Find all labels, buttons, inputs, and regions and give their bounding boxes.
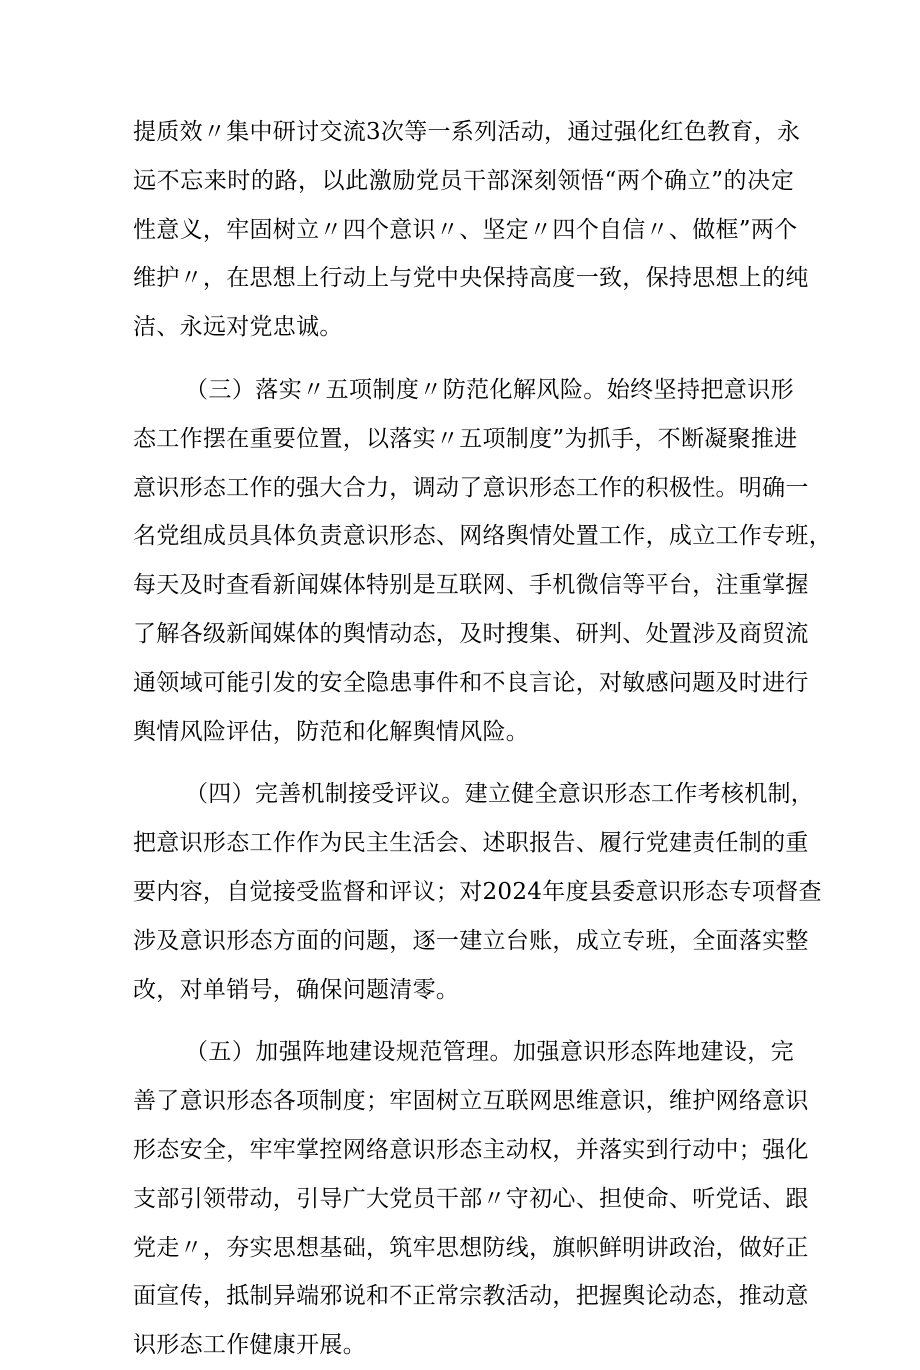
- text-line: 洁、永远对党忠诚。: [133, 314, 343, 341]
- text-line: 维护〃，在思想上行动上与党中央保持高度一致，保持思想上的纯: [133, 265, 809, 292]
- text-line: 把意识形态工作作为民主生活会、述职报告、履行党建责任制的重: [133, 830, 809, 857]
- text-line: 支部引领带动，引导广大党员干部〃守初心、担使命、听党话、跟: [133, 1185, 809, 1212]
- text-line: 了解各级新闻媒体的舆情动态，及时搜集、研判、处置涉及商贸流: [133, 620, 809, 647]
- text-line: 党走〃，夯实思想基础，筑牢思想防线，旗帜鲜明讲政治，做好正: [133, 1234, 809, 1261]
- text-line: 远不忘来时的路，以此激励党员干部深刻领悟“两个确立”的决定: [133, 167, 794, 194]
- text-line: 每天及时查看新闻媒体特别是互联网、手机微信等平台，注重掌握: [133, 572, 809, 599]
- paragraph-continuation: [133, 108, 809, 352]
- document-body: [133, 108, 832, 1370]
- text-line: 舆情风险评估，防范和化解舆情风险。: [133, 718, 530, 745]
- text-line: 识形态工作健康开展。: [133, 1332, 366, 1359]
- paragraph-gap: [133, 756, 794, 770]
- text-line: 态工作摆在重要位置，以落实〃五项制度”为抓手，不断凝聚推进: [133, 425, 798, 452]
- text-line: 改，对单销号，确保问题清零。: [133, 976, 460, 1003]
- text-line: 涉及意识形态方面的问题，逐一建立台账，成立专班，全面落实整: [133, 927, 809, 954]
- text-line: 提质效〃集中研讨交流3次等一系列活动，通过强化红色教育，永: [133, 119, 801, 145]
- text-line: 善了意识形态各项制度；牢固树立互联网思维意识，维护网络意识: [133, 1088, 809, 1115]
- paragraph-section-3: [133, 366, 832, 756]
- paragraph-section-5: [133, 1028, 809, 1370]
- paragraph-gap: [133, 352, 794, 366]
- text-line: （五）加强阵地建设规范管理。加强意识形态阵地建设，完: [185, 1039, 794, 1066]
- text-line: （四）完善机制接受评议。建立健全意识形态工作考核机制，: [185, 781, 815, 808]
- paragraph-section-4: [133, 770, 822, 1014]
- text-line: 面宣传，抵制异端邪说和不正常宗教活动，把握舆论动态，推动意: [133, 1283, 809, 1310]
- text-line: 通领域可能引发的安全隐患事件和不良言论，对敏感问题及时进行: [133, 669, 809, 696]
- text-line: （三）落实〃五项制度〃防范化解风险。始终坚持把意识形: [185, 376, 794, 403]
- text-line: 名党组成员具体负责意识形态、网络舆情处置工作，成立工作专班，: [133, 523, 832, 550]
- text-line: 要内容，自觉接受监督和评议；对2024年度县委意识形态专项督查: [133, 878, 822, 905]
- paragraph-gap: [133, 1014, 794, 1028]
- text-line: 性意义，牢固树立〃四个意识〃、坚定〃四个自信〃、做框”两个: [133, 216, 798, 243]
- text-line: 意识形态工作的强大合力，调动了意识形态工作的积极性。明确一: [133, 474, 809, 501]
- text-line: 形态安全，牢牢掌控网络意识形态主动权，并落实到行动中；强化: [133, 1136, 809, 1163]
